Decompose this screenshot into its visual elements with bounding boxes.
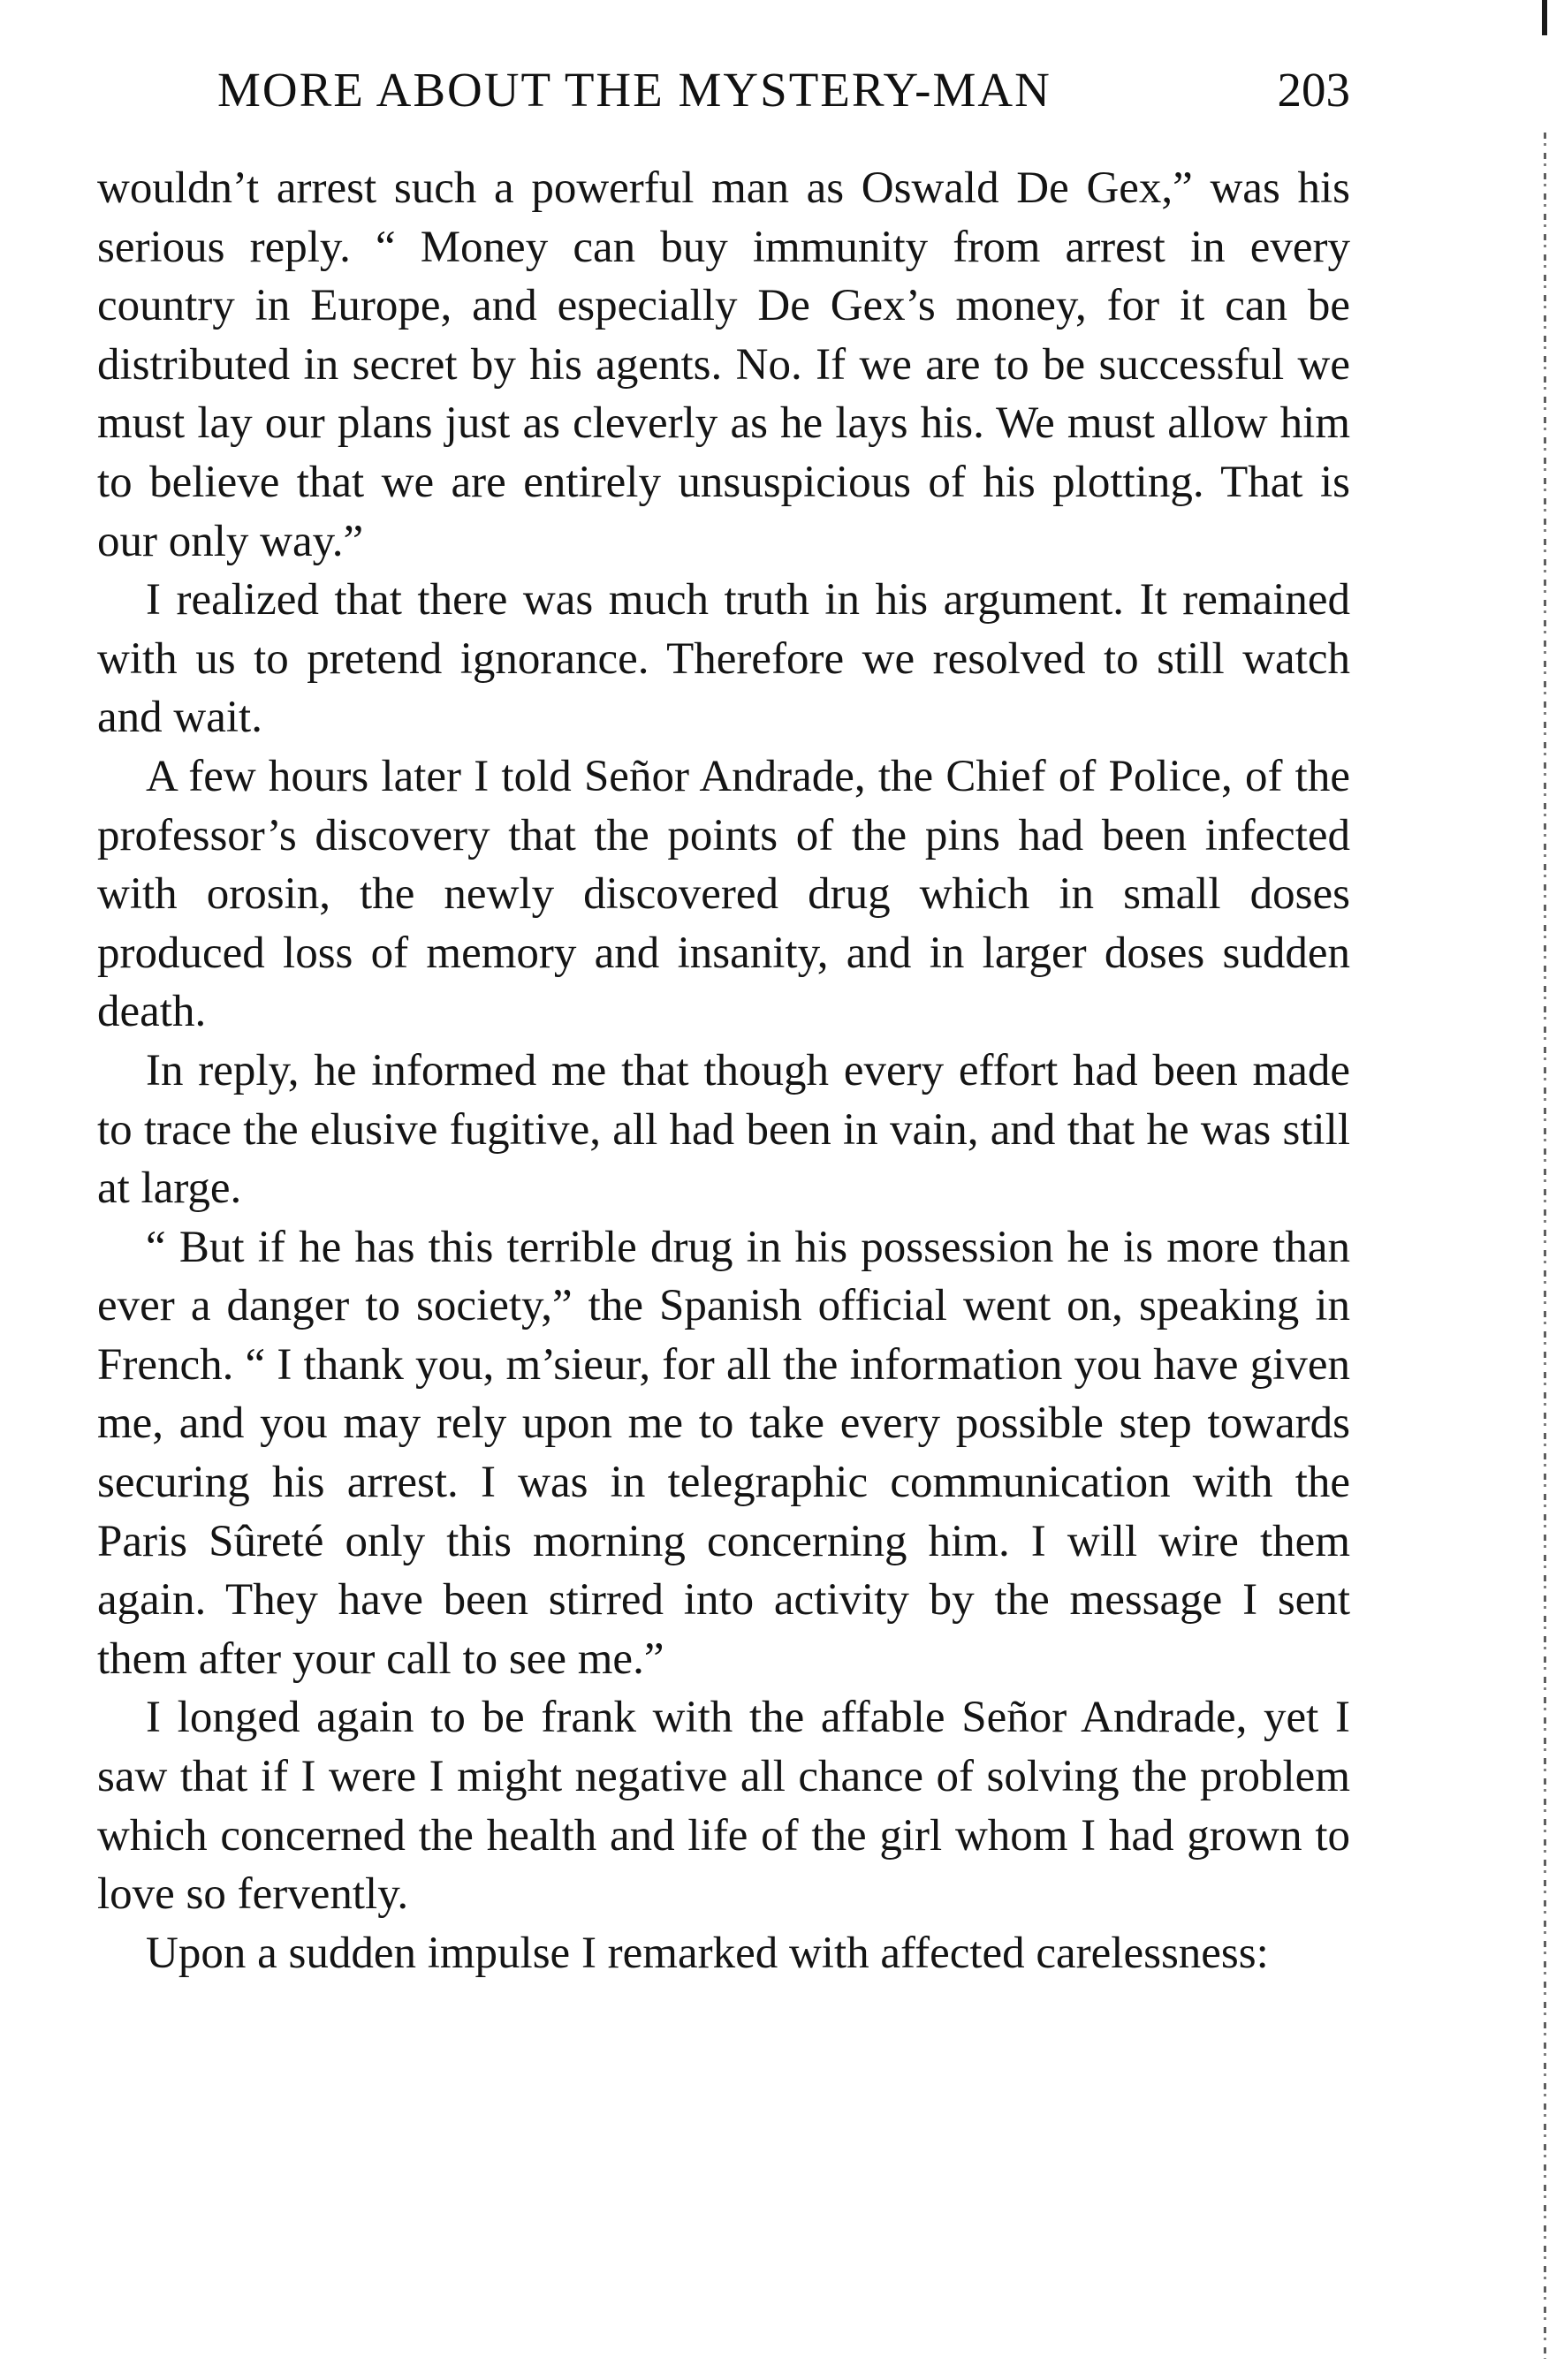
page-header: [97, 62, 1350, 124]
page-body: [97, 159, 1350, 1982]
page-number: 203: [1277, 63, 1350, 117]
paragraph: I realized that there was much truth in his argument. It remained with us to pretend ignorance. Therefore we resolved to still watch and wait.: [97, 575, 1350, 743]
paragraph: “ But if he has this terrible drug in his possession he is more than ever a danger to society,” the Spanish official went on, speaking in French. “ I thank you, m’sieur, for all the information you have given me, and you may rely upon me to take every possible step towards securing his arrest. I was in telegraphic communication with the Paris Sûreté only this morning concerning him. I will wire them again. They have been stirred into activity by the message I sent them after your call to see me.”: [97, 1222, 1350, 1684]
running-title: MORE ABOUT THE MYSTERY-MAN: [217, 63, 1052, 117]
paragraph: I longed again to be frank with the affable Señor Andrade, yet I saw that if I were I might negative all chance of solving the problem which concerned the health and life of the girl whom I had grown to love so fervently.: [97, 1693, 1350, 1920]
paragraph: In reply, he informed me that though every effort had been made to trace the elusive fugitive, all had been in vain, and that he was still at large.: [97, 1045, 1350, 1214]
gutter-mark: [1542, 0, 1547, 35]
paragraph-continued: wouldn’t arrest such a powerful man as Oswald De Gex,” was his serious reply. “ Money can buy immunity from arrest in every country in Europe, and especially De Gex’s money, for it can be distributed in secret by his agents. No. If we are to be successful we must lay our plans just as cleverly as he lays his. We must allow him to believe that we are entirely unsuspicious of his plotting. That is our only way.”: [97, 163, 1350, 566]
gutter-binding-line: [1544, 133, 1546, 2359]
paragraph: Upon a sudden impulse I remarked with affected carelessness:: [146, 1928, 1269, 1978]
scan-gutter-edge: [1533, 0, 1564, 2380]
paragraph: A few hours later I told Señor Andrade, the Chief of Police, of the professor’s discovery that the points of the pins had been infected with orosin, the newly discovered drug which in small doses produced loss of memory and insanity, and in larger doses sudden death.: [97, 751, 1350, 1037]
